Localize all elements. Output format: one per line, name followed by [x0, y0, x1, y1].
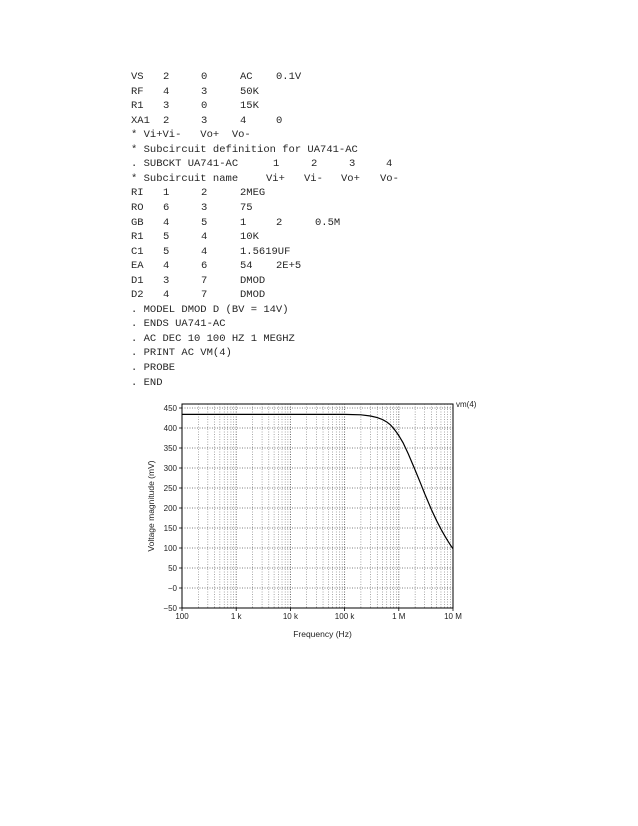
- spice-netlist: [0, 0, 638, 395]
- netlist-line: [0, 201, 638, 215]
- netlist-field: 0: [201, 100, 208, 113]
- y-tick-label: 200: [163, 504, 177, 513]
- netlist-field: C1: [131, 245, 144, 258]
- netlist-field: RO: [131, 201, 144, 214]
- netlist-field: XA1: [131, 114, 150, 127]
- netlist-field: 2: [163, 114, 170, 127]
- subckt-pin-name: Vo-: [380, 172, 399, 185]
- netlist-field: 4: [163, 216, 170, 229]
- netlist-field: EA: [131, 260, 144, 273]
- netlist-field: 2: [276, 216, 283, 229]
- y-tick-label: 50: [168, 564, 177, 573]
- netlist-field: 3: [163, 274, 170, 287]
- chart-canvas: [140, 396, 490, 646]
- netlist-field: 5: [163, 231, 170, 244]
- y-tick-label: 400: [163, 424, 177, 433]
- x-tick-label: 1 k: [230, 612, 242, 621]
- netlist-line: [0, 216, 638, 230]
- y-tick-label: 150: [163, 524, 177, 533]
- netlist-line: [0, 114, 638, 128]
- netlist-field: 54: [240, 260, 253, 273]
- subckt-pin: 2: [311, 158, 318, 171]
- netlist-control-line: [0, 303, 638, 317]
- netlist-field: RI: [131, 187, 144, 200]
- netlist-field: 6: [201, 260, 208, 273]
- netlist-field: 10K: [240, 231, 259, 244]
- netlist-comment: [0, 143, 638, 157]
- netlist-control-text: . PRINT AC VM(4): [131, 347, 232, 360]
- subckt-pin-name: Vi-: [304, 172, 323, 185]
- subckt-pin: 3: [349, 158, 356, 171]
- x-tick-label: 100: [175, 612, 189, 621]
- x-axis-label: Frequency (Hz): [293, 629, 352, 639]
- netlist-control-line: [0, 376, 638, 390]
- netlist-line: [0, 70, 638, 84]
- netlist-field: 1: [163, 187, 170, 200]
- netlist-field: 7: [201, 289, 208, 302]
- netlist-field: 6: [163, 201, 170, 214]
- netlist-line: [0, 186, 638, 200]
- x-tick-label: 100 k: [334, 612, 355, 621]
- y-tick-label: −0: [167, 584, 177, 593]
- netlist-line: [0, 274, 638, 288]
- netlist-field: 0: [276, 114, 283, 127]
- netlist-control-line: [0, 332, 638, 346]
- y-tick-label: 100: [163, 544, 177, 553]
- subckt-pin-name: Vo+: [341, 172, 360, 185]
- subckt-pin: 1: [273, 158, 280, 171]
- netlist-control-line: [0, 317, 638, 331]
- netlist-field: 4: [163, 85, 170, 98]
- plot-frame: [182, 404, 453, 608]
- netlist-comment-text: * Subcircuit definition for UA741-AC: [131, 143, 358, 156]
- netlist-field: 1: [240, 216, 247, 229]
- netlist-control-line: [0, 346, 638, 360]
- netlist-field: R1: [131, 231, 144, 244]
- netlist-field: 2E+5: [276, 260, 302, 273]
- x-tick-label: 1 M: [392, 612, 406, 621]
- netlist-field: 0.5M: [315, 216, 341, 229]
- netlist-field: 4: [163, 289, 170, 302]
- netlist-subckt-line: [0, 157, 638, 171]
- netlist-field: R1: [131, 100, 144, 113]
- netlist-control-text: . MODEL DMOD D (BV = 14V): [131, 303, 289, 316]
- netlist-field: 4: [201, 245, 208, 258]
- netlist-field: 4: [240, 114, 247, 127]
- netlist-control-text: . ENDS UA741-AC: [131, 318, 226, 331]
- y-tick-label: 250: [163, 484, 177, 493]
- netlist-control-text: . AC DEC 10 100 HZ 1 MEGHZ: [131, 332, 295, 345]
- netlist-field: 3: [201, 201, 208, 214]
- netlist-field: VS: [131, 71, 144, 83]
- netlist-field: 0: [201, 71, 208, 83]
- netlist-field: 15K: [240, 100, 259, 113]
- netlist-field: RF: [131, 85, 144, 98]
- netlist-field: 4: [163, 260, 170, 273]
- netlist-field: 3: [201, 85, 208, 98]
- netlist-field: 5: [163, 245, 170, 258]
- netlist-comment-text: * Vi+Vi- Vo+ Vo-: [131, 129, 251, 142]
- netlist-control-text: . PROBE: [131, 362, 176, 374]
- frequency-response-chart: [140, 396, 490, 646]
- netlist-field: D1: [131, 274, 144, 287]
- x-tick-label: 10 k: [282, 612, 298, 621]
- subckt-pin: 4: [386, 158, 393, 171]
- netlist-field: 75: [240, 201, 253, 214]
- netlist-field: 50K: [240, 85, 259, 98]
- netlist-field: 4: [201, 231, 208, 244]
- netlist-field: 7: [201, 274, 208, 287]
- netlist-field: 3: [163, 100, 170, 113]
- netlist-comment: [0, 128, 638, 142]
- netlist-field: AC: [240, 71, 253, 83]
- netlist-line: [0, 85, 638, 99]
- netlist-field: 0.1V: [276, 71, 302, 83]
- netlist-line: [0, 288, 638, 302]
- netlist-line: [0, 245, 638, 259]
- subckt-declaration: . SUBCKT UA741-AC: [131, 158, 239, 171]
- y-tick-label: −50: [163, 604, 177, 613]
- netlist-control-text: . END: [131, 376, 163, 389]
- y-tick-label: 350: [163, 444, 177, 453]
- subckt-pin-name: Vi+: [266, 172, 285, 185]
- netlist-field: DMOD: [240, 289, 266, 302]
- y-tick-label: 450: [163, 404, 177, 413]
- netlist-field: DMOD: [240, 274, 266, 287]
- netlist-field: 2: [163, 71, 170, 83]
- netlist-comment-text: * Subcircuit name: [131, 172, 239, 185]
- netlist-line: [0, 99, 638, 113]
- netlist-field: 1.5619UF: [240, 245, 291, 258]
- netlist-line: [0, 259, 638, 273]
- netlist-comment: [0, 172, 638, 186]
- netlist-field: 5: [201, 216, 208, 229]
- y-tick-label: 300: [163, 464, 177, 473]
- x-tick-label: 10 M: [444, 612, 462, 621]
- netlist-field: 2: [201, 187, 208, 200]
- legend-entry: vm(4): [456, 400, 477, 409]
- netlist-line: [0, 230, 638, 244]
- netlist-field: 3: [201, 114, 208, 127]
- netlist-field: GB: [131, 216, 144, 229]
- netlist-field: 2MEG: [240, 187, 266, 200]
- netlist-field: D2: [131, 289, 144, 302]
- y-axis-label: Voltage magnitude (mV): [146, 460, 156, 552]
- netlist-control-line: [0, 361, 638, 375]
